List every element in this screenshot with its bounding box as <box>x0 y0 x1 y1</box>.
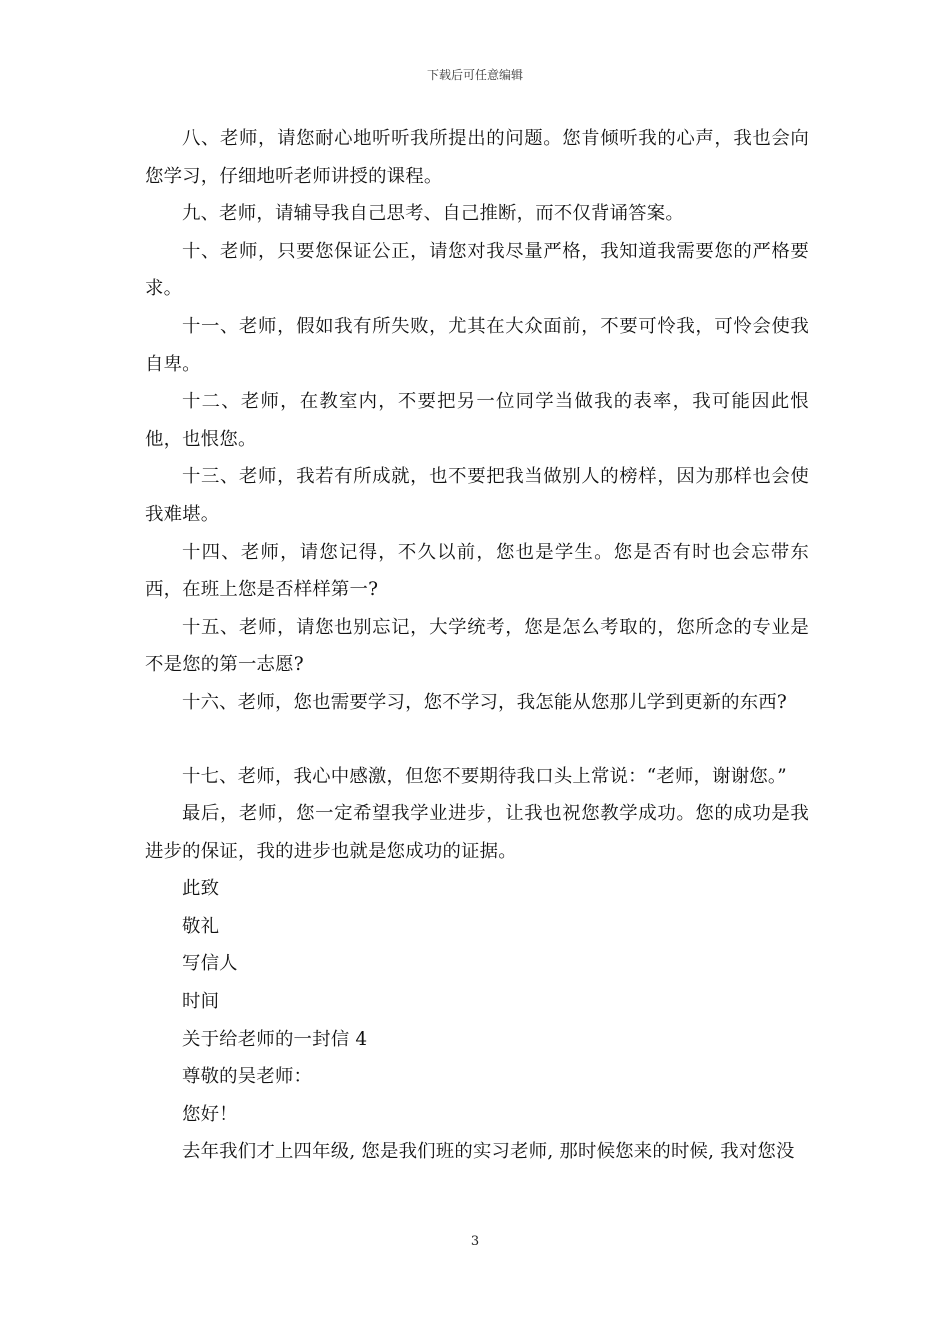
section-title: 关于给老师的一封信 4 <box>182 1028 368 1050</box>
paragraph-17: 十七、老师，我心中感激，但您不要期待我口头上常说：“老师，谢谢您。” <box>182 765 787 787</box>
paragraph-14: 十四、老师，请您记得，不久以前，您也是学生。您是否有时也会忘带东西，在班上您是否样样第一? <box>145 541 809 601</box>
letter-body-start: 去年我们才上四年级, 您是我们班的实习老师, 那时候您来的时候, 我对您没 <box>182 1141 795 1163</box>
page-header: 下载后可任意编辑 <box>426 68 523 82</box>
paragraph-10: 十、老师，只要您保证公正，请您对我尽量严格，我知道我需要您的严格要求。 <box>145 240 809 300</box>
salutation-jingli: 敬礼 <box>182 915 220 937</box>
document-body <box>145 120 809 1171</box>
letter-greeting: 尊敬的吴老师： <box>182 1066 313 1088</box>
paragraph-9: 九、老师，请辅导我自己思考、自己推断，而不仅背诵答案。 <box>182 203 684 225</box>
paragraph-12: 十二、老师，在教室内，不要把另一位同学当做我的表率，我可能因此恨他，也恨您。 <box>145 391 809 450</box>
paragraph-13: 十三、老师，我若有所成就，也不要把我当做别人的榜样，因为那样也会使我难堪。 <box>145 466 809 525</box>
paragraph-15: 十五、老师，请您也别忘记，大学统考，您是怎么考取的，您所念的专业是不是您的第一志愿? <box>145 616 809 676</box>
paragraph-8: 八、老师，请您耐心地听听我所提出的问题。您肯倾听我的心声，我也会向您学习，仔细地听老师讲授的课程。 <box>145 128 809 187</box>
signature-writer: 写信人 <box>182 953 238 975</box>
paragraph-11: 十一、老师，假如我有所失败，尤其在大众面前，不要可怜我，可怜会使我自卑。 <box>145 315 809 375</box>
salutation-cizhi: 此致 <box>182 878 220 900</box>
page-number: 3 <box>470 1234 480 1249</box>
paragraph-closing: 最后，老师，您一定希望我学业进步，让我也祝您教学成功。您的成功是我进步的保证，我的进步也就是您成功的证据。 <box>145 803 809 862</box>
signature-date: 时间 <box>182 991 220 1013</box>
paragraph-16: 十六、老师，您也需要学习，您不学习，我怎能从您那儿学到更新的东西? <box>182 691 787 713</box>
letter-hello: 您好！ <box>182 1103 238 1125</box>
